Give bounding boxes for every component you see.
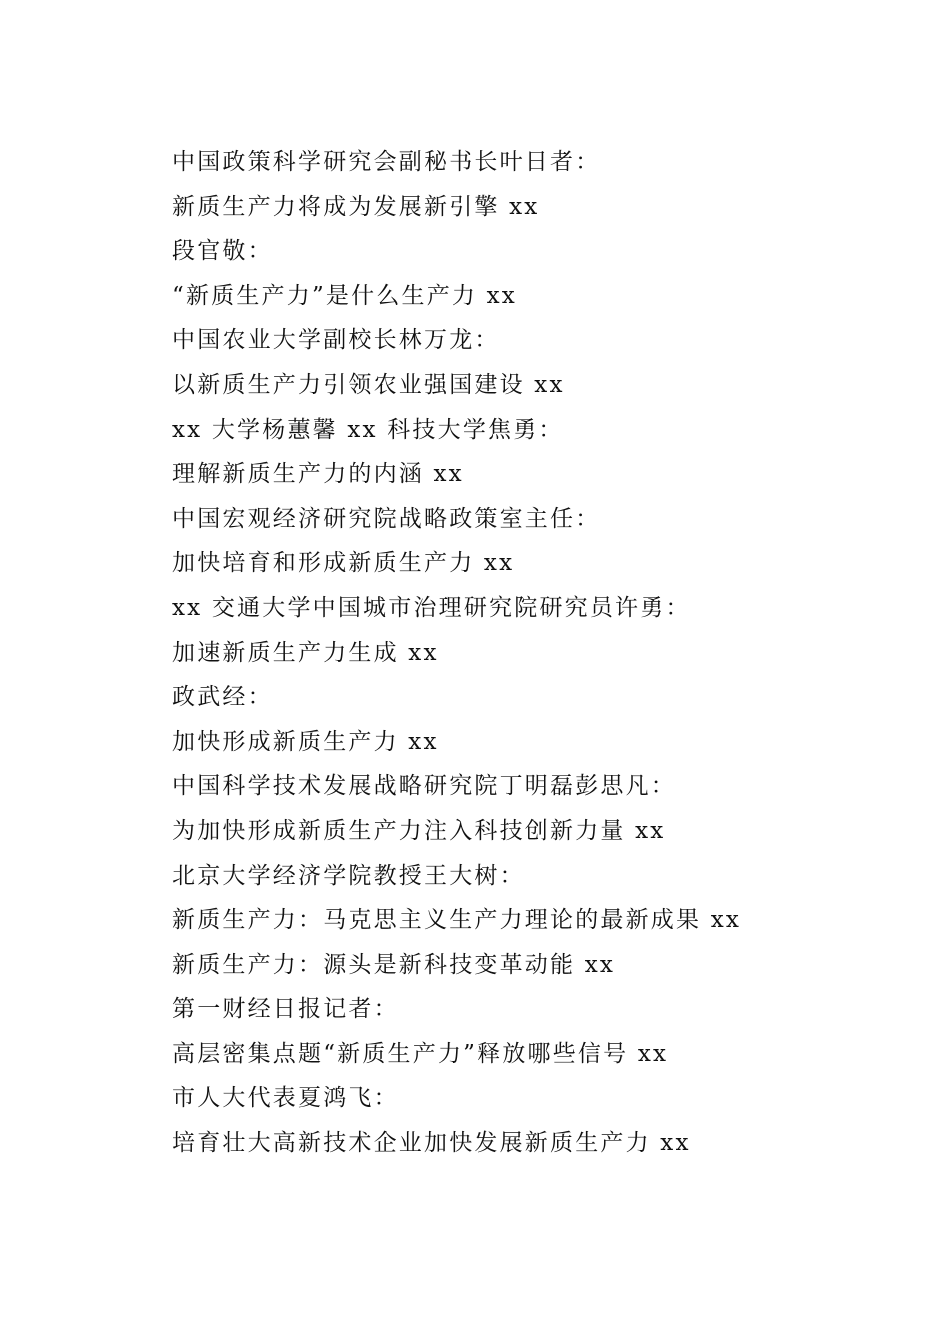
author-line: 中国政策科学研究会副秘书长叶日者： [172,149,601,175]
article-title-line: 新质生产力将成为发展新引擎 xx [172,193,540,220]
article-title-line: 加快培育和形成新质生产力 xx [172,550,515,577]
author-line: 市人大代表夏鸿飞： [172,1085,399,1112]
article-title-line: 加快形成新质生产力 xx [172,728,439,755]
article-title-line: 加速新质生产力生成 xx [172,639,439,666]
author-line: xx 大学杨蕙馨 xx 科技大学焦勇： [172,416,564,443]
article-title-line: 以新质生产力引领农业强国建设 xx [172,371,565,398]
article-title-line: 新质生产力：源头是新科技变革动能 xx [172,951,616,978]
author-line: 第一财经日报记者： [172,996,399,1023]
author-line: xx 交通大学中国城市治理研究院研究员许勇： [172,594,691,621]
article-title-line: 为加快形成新质生产力注入科技创新力量 xx [172,817,666,844]
author-line: 中国科学技术发展战略研究院丁明磊彭思凡： [172,773,676,800]
author-line: 中国宏观经济研究院战略政策室主任： [172,505,601,532]
article-title-line: 培育壮大高新技术企业加快发展新质生产力 xx [172,1130,691,1157]
article-title-line: “新质生产力”是什么生产力 xx [172,282,517,309]
author-line: 政武经： [172,684,273,711]
article-title-line: 新质生产力：马克思主义生产力理论的最新成果 xx [172,907,742,934]
article-title-line: 高层密集点题“新质生产力”释放哪些信号 xx [172,1040,669,1067]
author-line: 北京大学经济学院教授王大树： [172,862,525,889]
author-line: 段官敬： [172,238,273,265]
document-body [172,140,812,1166]
author-line: 中国农业大学副校长林万龙： [172,327,500,354]
article-title-line: 理解新质生产力的内涵 xx [172,461,464,488]
